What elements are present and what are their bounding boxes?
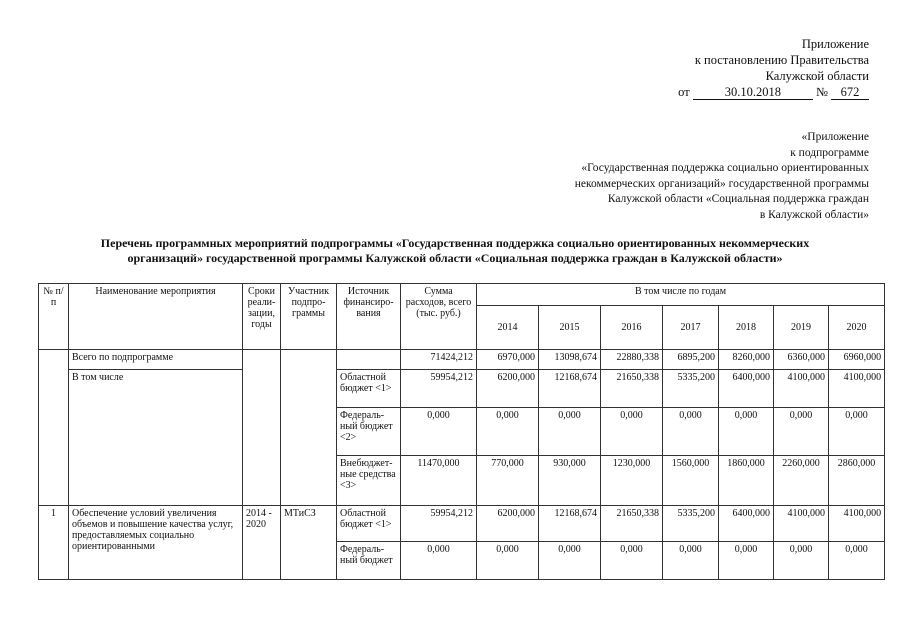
year-value: 0,000 xyxy=(601,408,663,456)
year-value: 770,000 xyxy=(477,456,539,506)
year-value: 1230,000 xyxy=(601,456,663,506)
year-value: 0,000 xyxy=(601,542,663,580)
sub-appendix-line: «Государственная поддержка социально ориентированных xyxy=(581,162,869,174)
source-cell: Внебюджет-ные средства <3> xyxy=(337,456,401,506)
total-year-value: 6970,000 xyxy=(477,350,539,370)
incl-row-regional xyxy=(39,370,885,408)
total-year-value: 8260,000 xyxy=(719,350,774,370)
header-sum: Сумма расходов, всего (тыс. руб.) xyxy=(401,284,477,350)
year-value: 6400,000 xyxy=(719,506,774,542)
sum-cell: 0,000 xyxy=(401,542,477,580)
total-year-value: 22880,338 xyxy=(601,350,663,370)
header-name: Наименование мероприятия xyxy=(69,284,243,350)
sum-cell: 59954,212 xyxy=(401,370,477,408)
year-value: 4100,000 xyxy=(829,370,885,408)
appendix-line3: Калужской области xyxy=(765,69,869,83)
appendix-line1: Приложение xyxy=(801,37,869,51)
appendix-number: 672 xyxy=(831,86,869,100)
year-value: 0,000 xyxy=(539,542,601,580)
empty-cell xyxy=(337,350,401,370)
header-year: 2020 xyxy=(829,306,885,350)
empty-cell xyxy=(281,350,337,506)
header-num: № п/п xyxy=(39,284,69,350)
year-value: 0,000 xyxy=(774,408,829,456)
year-value: 6400,000 xyxy=(719,370,774,408)
sub-appendix-line: в Калужской области» xyxy=(759,208,869,221)
header-year: 2014 xyxy=(477,306,539,350)
total-row xyxy=(39,350,885,370)
year-value: 4100,000 xyxy=(774,506,829,542)
total-sum: 71424,212 xyxy=(401,350,477,370)
year-value: 0,000 xyxy=(829,408,885,456)
item-terms: 2014 - 2020 xyxy=(243,506,281,580)
item-name: Обеспечение условий увеличения объемов и повышение качества услуг, предоставляемых социально ориентированными xyxy=(69,506,243,580)
document-title xyxy=(60,236,850,266)
total-label: Всего по подпрограмме xyxy=(69,350,243,370)
item-participant: МТиСЗ xyxy=(281,506,337,580)
year-value: 5335,200 xyxy=(663,506,719,542)
total-year-value: 6895,200 xyxy=(663,350,719,370)
year-value: 2860,000 xyxy=(829,456,885,506)
year-value: 0,000 xyxy=(477,408,539,456)
incl-label: В том числе xyxy=(69,370,243,506)
header-year: 2017 xyxy=(663,306,719,350)
year-value: 5335,200 xyxy=(663,370,719,408)
year-value: 4100,000 xyxy=(829,506,885,542)
total-year-value: 6960,000 xyxy=(829,350,885,370)
total-year-value: 13098,674 xyxy=(539,350,601,370)
year-value: 12168,674 xyxy=(539,506,601,542)
year-value: 0,000 xyxy=(663,542,719,580)
year-value: 21650,338 xyxy=(601,506,663,542)
source-cell: Областной бюджет <1> xyxy=(337,370,401,408)
sum-cell: 59954,212 xyxy=(401,506,477,542)
year-value: 4100,000 xyxy=(774,370,829,408)
empty-cell xyxy=(39,350,69,506)
year-value: 0,000 xyxy=(719,542,774,580)
header-source: Источник финансиро-вания xyxy=(337,284,401,350)
header-years-group: В том числе по годам xyxy=(477,284,885,306)
year-value: 1560,000 xyxy=(663,456,719,506)
from-label: от xyxy=(678,85,690,99)
year-value: 0,000 xyxy=(829,542,885,580)
appendix-date-line xyxy=(678,84,869,100)
sum-cell: 0,000 xyxy=(401,408,477,456)
year-value: 2260,000 xyxy=(774,456,829,506)
year-value: 6200,000 xyxy=(477,370,539,408)
source-cell: Федераль-ный бюджет <2> xyxy=(337,408,401,456)
source-cell: Областной бюджет <1> xyxy=(337,506,401,542)
sub-appendix-line: Калужской области «Социальная поддержка граждан xyxy=(607,193,869,205)
year-value: 930,000 xyxy=(539,456,601,506)
header-year: 2016 xyxy=(601,306,663,350)
empty-cell xyxy=(243,350,281,506)
header-year: 2018 xyxy=(719,306,774,350)
item1-row-regional xyxy=(39,506,885,542)
year-value: 1860,000 xyxy=(719,456,774,506)
year-value: 0,000 xyxy=(663,408,719,456)
appendix-line2: к постановлению Правительства xyxy=(694,53,869,67)
item-number: 1 xyxy=(39,506,69,580)
appendix-date: 30.10.2018 xyxy=(693,86,813,100)
year-value: 0,000 xyxy=(477,542,539,580)
year-value: 6200,000 xyxy=(477,506,539,542)
source-cell: Федераль-ный бюджет xyxy=(337,542,401,580)
year-value: 12168,674 xyxy=(539,370,601,408)
header-year: 2019 xyxy=(774,306,829,350)
header-year: 2015 xyxy=(539,306,601,350)
year-value: 21650,338 xyxy=(601,370,663,408)
number-label: № xyxy=(815,85,828,99)
year-value: 0,000 xyxy=(719,408,774,456)
year-value: 0,000 xyxy=(774,542,829,580)
appendix-header xyxy=(678,36,869,100)
sum-cell: 11470,000 xyxy=(401,456,477,506)
sub-appendix-line: к подпрограмме xyxy=(790,146,869,159)
total-year-value: 6360,000 xyxy=(774,350,829,370)
title-line1: Перечень программных мероприятий подпрограммы «Государственная поддержка социально ориентированных некоммерческих xyxy=(100,236,810,250)
header-row xyxy=(39,284,885,306)
subprogram-appendix-header xyxy=(575,130,869,223)
program-measures-table xyxy=(38,283,885,580)
title-line2: организаций» государственной программы Калужской области «Социальная поддержка граждан в Калужской области» xyxy=(127,251,783,265)
header-participant: Участник подпро-граммы xyxy=(281,284,337,350)
sub-appendix-line: «Приложение xyxy=(801,131,869,143)
header-terms: Сроки реали-зации, годы xyxy=(243,284,281,350)
sub-appendix-line: некоммерческих организаций» государственной программы xyxy=(574,177,869,190)
year-value: 0,000 xyxy=(539,408,601,456)
